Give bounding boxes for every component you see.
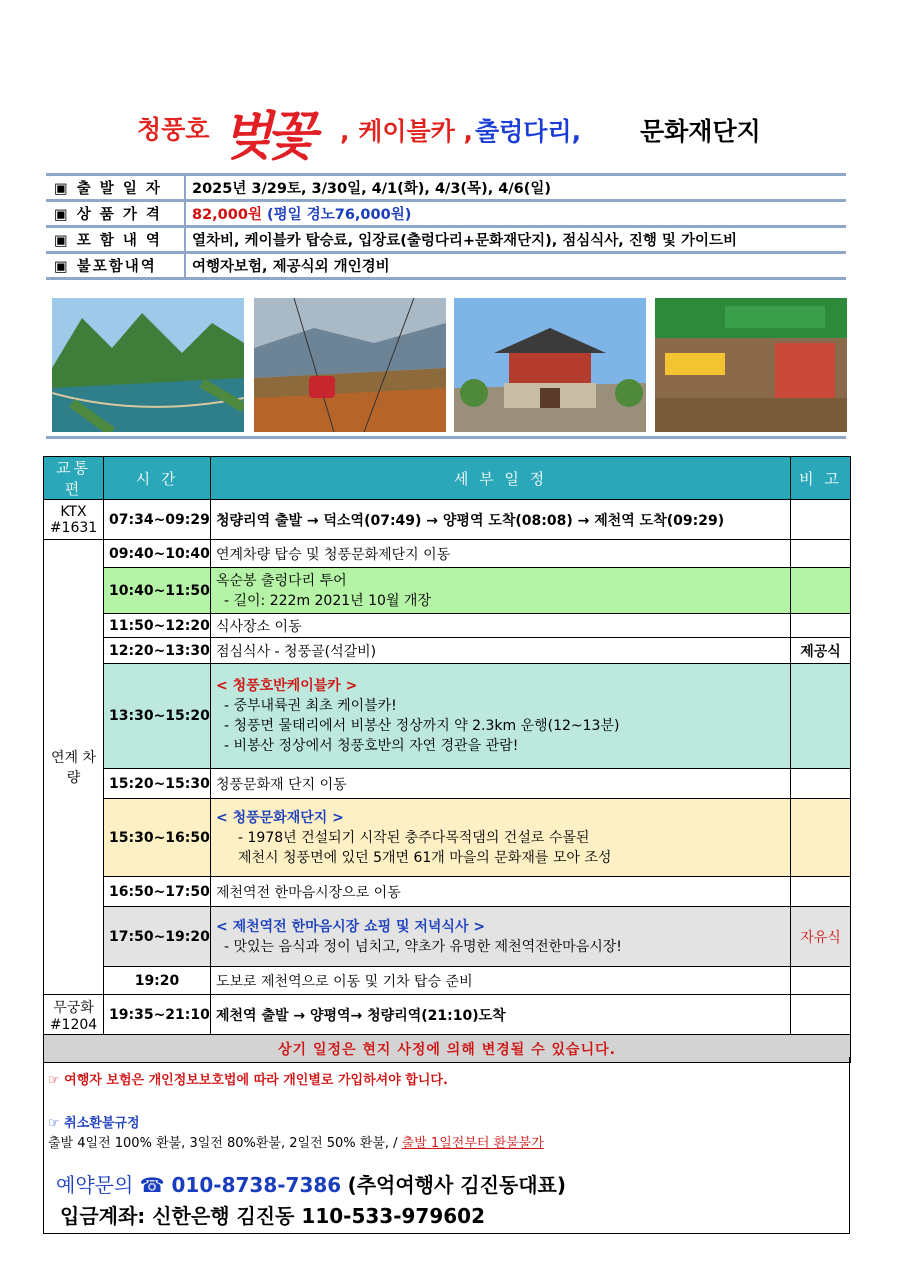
- row-note: [791, 877, 851, 907]
- info-label: ▣ 출 발 일 자: [46, 175, 185, 201]
- insurance-note: ☞ 여행자 보험은 개인정보보호법에 따라 개인별로 가입하셔야 합니다.: [48, 1073, 448, 1088]
- row-note: [791, 799, 851, 877]
- row-heading: < 청풍문화재단지 >: [216, 809, 344, 826]
- table-row: [44, 769, 851, 799]
- row-time: 15:30~16:50: [104, 799, 211, 877]
- row-time: 13:30~15:20: [104, 664, 211, 769]
- schedule-notice: 상기 일정은 현지 사정에 의해 변경될 수 있습니다.: [44, 1035, 851, 1063]
- row-detail: 청량리역 출발 → 덕소역(07:49) → 양평역 도착(08:08) → 제천역 도착(09:29): [211, 500, 791, 540]
- row-time: 10:40~11:50: [104, 568, 211, 614]
- table-row: [44, 967, 851, 995]
- row-note: [791, 500, 851, 540]
- refund-warning: 출발 1일전부터 환불불가: [401, 1136, 544, 1151]
- row-detail: 도보로 제천역으로 이동 및 기차 탑승 준비: [211, 967, 791, 995]
- table-row: [44, 995, 851, 1035]
- table-row: [44, 799, 851, 877]
- contact-label: 예약문의: [56, 1173, 134, 1197]
- table-row: [44, 500, 851, 540]
- info-value: 열차비, 케이블카 탑승료, 입장료(출렁다리+문화재단지), 점심식사, 진행 및 가이드비: [185, 227, 846, 253]
- row-detail: 연계차량 탑승 및 청풍문화제단지 이동: [211, 540, 791, 568]
- row-note: [791, 769, 851, 799]
- title-part-5: 문화재단지: [640, 117, 761, 146]
- row-detail: 청풍문화재 단지 이동: [211, 769, 791, 799]
- info-label: ▣ 상 품 가 격: [46, 201, 185, 227]
- row-time: 17:50~19:20: [104, 907, 211, 967]
- price-extra: (평일 경노76,000원): [267, 207, 412, 223]
- footer: [43, 1057, 850, 1234]
- bank-account: 입금계좌: 신한은행 김진동 110-533-979602: [60, 1204, 486, 1228]
- row-note: [791, 540, 851, 568]
- transport-ktx: KTX #1631: [44, 500, 104, 540]
- contact-name: (추억여행사 김진동대표): [347, 1173, 567, 1197]
- row-detail: 제천역 출발 → 양평역→ 청량리역(21:10)도착: [211, 995, 791, 1035]
- row-note: 제공식: [791, 638, 851, 664]
- row-detail: [211, 799, 791, 877]
- row-time: 19:35~21:10: [104, 995, 211, 1035]
- row-line: - 1978년 건설되기 시작된 충주다목적댐의 건설로 수몰된: [238, 829, 590, 846]
- row-heading: < 제천역전 한마음시장 쇼핑 및 저녁식사 >: [216, 918, 486, 935]
- info-row: [46, 227, 846, 253]
- title-part-3: , 케이블카 ,: [340, 117, 474, 146]
- info-row: [46, 201, 846, 227]
- header-time: 시 간: [104, 457, 211, 500]
- row-note: [791, 614, 851, 638]
- schedule-table: [43, 456, 851, 1063]
- row-time: 16:50~17:50: [104, 877, 211, 907]
- row-detail: 제천역전 한마음시장으로 이동: [211, 877, 791, 907]
- row-time: 12:20~13:30: [104, 638, 211, 664]
- row-heading: < 청풍호반케이블카 >: [216, 678, 358, 694]
- header-note: 비 고: [791, 457, 851, 500]
- market-photo: [655, 298, 847, 432]
- row-note: [791, 995, 851, 1035]
- row-detail: [211, 907, 791, 967]
- table-row: [44, 907, 851, 967]
- row-note: 자유식: [791, 907, 851, 967]
- info-row: [46, 253, 846, 279]
- contact-line: [56, 1169, 566, 1198]
- info-value: [185, 201, 846, 227]
- contact-phone: ☎ 010-8738-7386: [139, 1173, 342, 1197]
- title-part-2: 벚꽃: [222, 107, 311, 167]
- info-value: 여행자보험, 제공식외 개인경비: [185, 253, 846, 279]
- info-label: ▣ 포 함 내 역: [46, 227, 185, 253]
- row-note: [791, 967, 851, 995]
- row-detail: 점심식사 - 청풍골(석갈비): [211, 638, 791, 664]
- lake-bridge-photo: [52, 298, 244, 432]
- row-note: [791, 568, 851, 614]
- schedule-header: [44, 457, 851, 500]
- transport-mugunghwa: 무궁화 #1204: [44, 995, 104, 1035]
- row-detail: [211, 664, 791, 769]
- page-title: [0, 100, 905, 167]
- row-detail: 식사장소 이동: [211, 614, 791, 638]
- info-value: 2025년 3/29토, 3/30일, 4/1(화), 4/3(목), 4/6(일): [185, 175, 846, 201]
- price: 82,000원: [192, 207, 262, 223]
- photo-strip: [46, 296, 846, 439]
- row-line: - 청풍면 물태리에서 비봉산 정상까지 약 2.3km 운행(12~13분): [224, 718, 620, 734]
- header-detail: 세 부 일 정: [211, 457, 791, 500]
- pavilion-photo: [454, 298, 646, 432]
- table-row: [44, 540, 851, 568]
- row-time: 09:40~10:40: [104, 540, 211, 568]
- transport-car: 연계 차량: [44, 540, 104, 995]
- info-table: [46, 173, 846, 280]
- row-line: 제천시 청풍면에 있던 5개면 61개 마을의 문화재를 모아 조성: [238, 849, 612, 866]
- table-row: [44, 877, 851, 907]
- row-heading: 옥순봉 출렁다리 투어: [216, 572, 347, 589]
- row-line: - 비봉산 정상에서 청풍호반의 자연 경관을 관람!: [224, 738, 519, 754]
- row-time: 07:34~09:29: [104, 500, 211, 540]
- title-part-4: 출렁다리,: [475, 117, 582, 146]
- table-row: [44, 614, 851, 638]
- table-row: [44, 664, 851, 769]
- row-line: - 중부내륙권 최초 케이블카!: [224, 698, 397, 714]
- table-row: [44, 638, 851, 664]
- info-label: ▣ 불포함내역: [46, 253, 185, 279]
- row-line: - 맛있는 음식과 정이 넘치고, 약초가 유명한 제천역전한마음시장!: [224, 938, 622, 955]
- header-transport: 교통편: [44, 457, 104, 500]
- row-time: 15:20~15:30: [104, 769, 211, 799]
- row-time: 11:50~12:20: [104, 614, 211, 638]
- cable-car-photo: [254, 298, 446, 432]
- row-line: - 길이: 222m 2021년 10월 개장: [224, 592, 431, 609]
- info-row: [46, 175, 846, 201]
- row-detail: [211, 568, 791, 614]
- row-time: 19:20: [104, 967, 211, 995]
- refund-text: 출발 4일전 100% 환불, 3일전 80%환불, 2일전 50% 환불, /: [48, 1136, 402, 1151]
- refund-title: ☞ 취소환불규정: [48, 1116, 140, 1131]
- refund-policy: [48, 1132, 544, 1151]
- title-part-1: 청풍호: [137, 115, 210, 144]
- table-row: [44, 568, 851, 614]
- row-note: [791, 664, 851, 769]
